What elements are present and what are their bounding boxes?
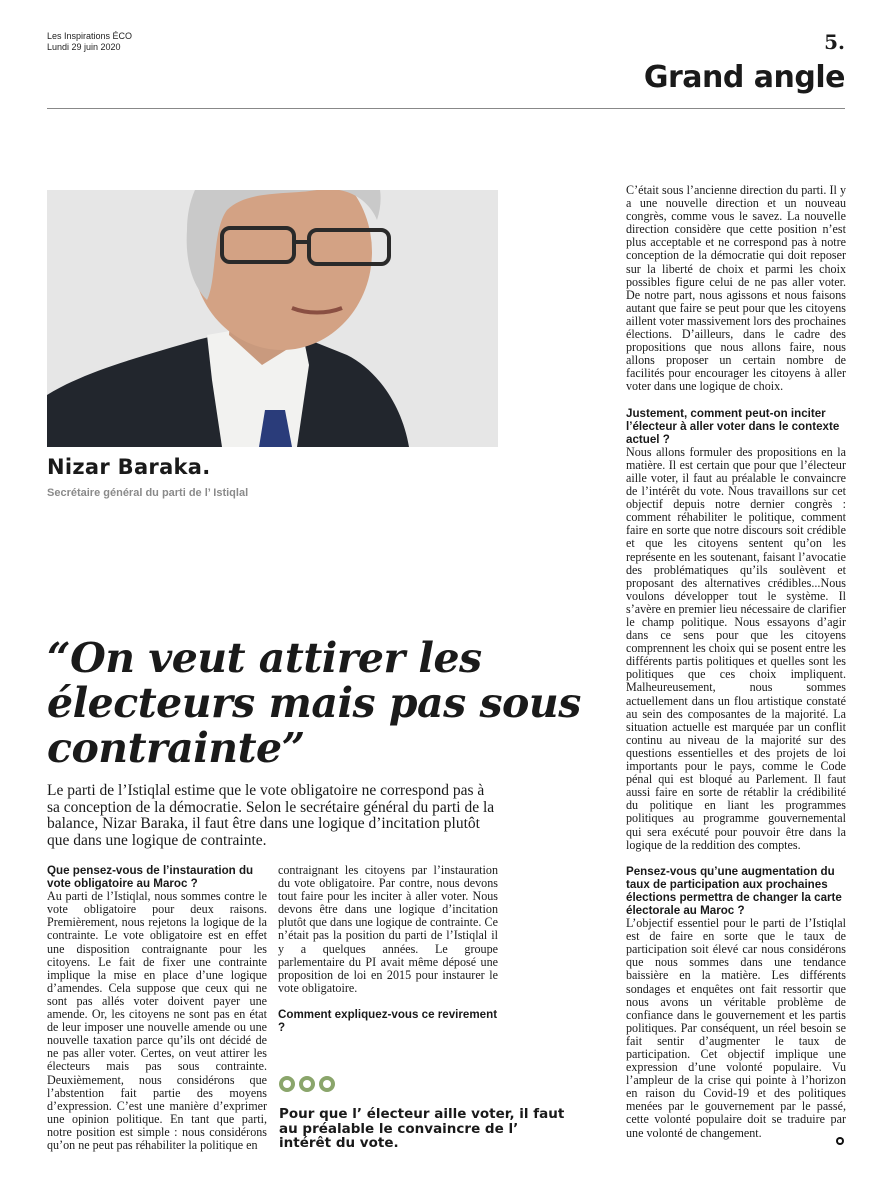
pull-quote-ornament — [279, 1076, 335, 1092]
pull-quote: Pour que l’ électeur aille voter, il faut au préalable le convaincre de l’ intérêt du vote. — [279, 1106, 565, 1151]
article-column-1 — [47, 864, 267, 1152]
article-standfirst: Le parti de l’Istiqlal estime que le vote obligatoire ne correspond pas à sa conception de la démocratie. Selon le secrétaire général du parti de la balance, Nizar Baraka, il faut être dans une logique d’incitation plutôt que dans une logique de contrainte. — [47, 782, 495, 849]
section-title: Grand angle — [643, 60, 845, 95]
interviewee-name: Nizar Baraka. — [47, 455, 211, 479]
article-headline: “On veut attirer les électeurs mais pas sous contrainte” — [47, 634, 581, 772]
circle-icon — [279, 1076, 295, 1092]
article-column-3 — [626, 184, 846, 1140]
answer-4: L’objectif essentiel pour le parti de l’Istiqlal est de faire en sorte que le taux de participation soit élevé car nous considérons que nous sommes dans une tendance baissière en la matière. Les différents sondages et enquêtes ont fait ressortir que nous avons un véritable problème de confiance dans le gouvernement et les partis politiques. Par conséquent, un réel besoin se fait sentir d’augmenter le taux de participation. Cet objectif implique une expression d’une volonté populaire. Vu l’ampleur de la crise qui pointe à l’horizon en raison du Covid-19 et des politiques menées par le gouvernement par le passé, cette volonté populaire doit se traduire par une volonté de changement. — [626, 916, 846, 1140]
publication-name: Les Inspirations ÉCO — [47, 31, 133, 41]
portrait-illustration — [47, 190, 498, 447]
masthead — [47, 31, 132, 53]
question-3: Justement, comment peut-on inciter l’électeur à aller voter dans le contexte actuel ? — [626, 406, 840, 446]
page-number: 5. — [824, 30, 845, 54]
issue-date: Lundi 29 juin 2020 — [47, 42, 121, 52]
portrait-photo — [47, 190, 498, 447]
circle-icon — [299, 1076, 315, 1092]
answer-1: Au parti de l’Istiqlal, nous sommes contre le vote obligatoire pour deux raisons. Premièrement, nous rejetons la logique de la contrainte. Le vote obligatoire est en effet une disposition contraignante pour les citoyens. Le fait de fixer une contrainte implique la mise en place d’une logique d’amendes. Cela suppose que ceux qui ne sont pas allés voter doivent payer une amende. Or, les citoyens ne sont pas en état de leur imposer une nouvelle amende ou une nouvelle taxation parce qu’ils ont décidé de ne pas aller voter. Certes, on veut attirer les électeurs mais pas sous contrainte. Deuxièmement, nous considérons que l’abstention fait partie des moyens d’expression. C’est une manière d’exprimer une opinion politique. En tant que parti, notre position est simple : nous considérons qu’on ne peut pas réhabiliter la politique en — [47, 889, 267, 1152]
article-end-icon — [836, 1137, 844, 1145]
question-2: Comment expliquez-vous ce revirement ? — [278, 1007, 498, 1035]
header-divider — [47, 108, 845, 109]
answer-2: C’était sous l’ancienne direction du parti. Il y a une nouvelle direction et un nouveau congrès, comme vous le savez. La nouvelle direction considère que cette position n’est plus acceptable et ne correspond pas à notre conception de la démocratie qui doit reposer sur la liberté de choix et parmi les choix possibles figure celui de ne pas aller voter. De notre part, nous agissons et nous faisons autant que faire se peut pour que les citoyens aillent voter massivement lors des prochaines élections. D’ailleurs, dans le cadre des propositions que nous allons faire, nous allons proposer un certain nombre de facilités pour encourager les citoyens à aller voter dans une logique de choix. — [626, 183, 846, 394]
circle-icon — [319, 1076, 335, 1092]
answer-1-continued: contraignant les citoyens par l’instauration du vote obligatoire. Par contre, nous devons tout faire pour les inciter à aller voter. Nous devons être dans une logique d’incitation plutôt que dans une logique de contrainte. Ce n’était pas la position du parti de l’Istiqlal il y a quelques années. Le groupe parlementaire du PI avait même déposé une proposition de loi en 2015 pour instaurer le vote obligatoire. — [278, 863, 498, 995]
article-column-2 — [278, 864, 498, 1034]
interviewee-role: Secrétaire général du parti de l’ Istiqlal — [47, 487, 249, 499]
question-4: Pensez-vous qu’une augmentation du taux de participation aux prochaines élections permettra de changer la carte électorale au Maroc ? — [626, 864, 842, 917]
answer-3: Nous allons formuler des propositions en la matière. Il est certain que pour que l’électeur aille voter, il faut au préalable le convaincre de l’intérêt du vote. Nous travaillons sur cet objectif depuis notre dernier congrès : comment réhabiliter le politique, comment faire en sorte que notre discours soit crédible et que les citoyens sentent qu’on les représente en les soutenant, faisant l’avocatie des problématiques qu’ils soulèvent et proposant des alternatives crédibles...Nous voulons développer tout le système. Il s’avère en premier lieu nécessaire de clarifier le champ politique. Nous essayons d’agir dans ce sens pour que les citoyens comprennent les choix qui se posent entre les différents partis politiques et quelles sont les politiques que ces choix impliquent. Malheureusement, nous sommes actuellement dans un flou artistique constaté au sein des composantes de la majorité. La situation actuelle est marquée par un conflit continu au niveau de la majorité sur des questions essentielles et des projets de loi importants pour le pays, comme le Code pénal qui est bloqué au Parlement. Il faut aussi faire en sorte de rétablir la crédibilité du politique en liant les programmes politiques au programme gouvernemental qui sera exécuté pour pouvoir être dans la logique de la reddition des comptes. — [626, 444, 846, 852]
question-1: Que pensez-vous de l’instauration du vote obligatoire au Maroc ? — [47, 864, 254, 891]
